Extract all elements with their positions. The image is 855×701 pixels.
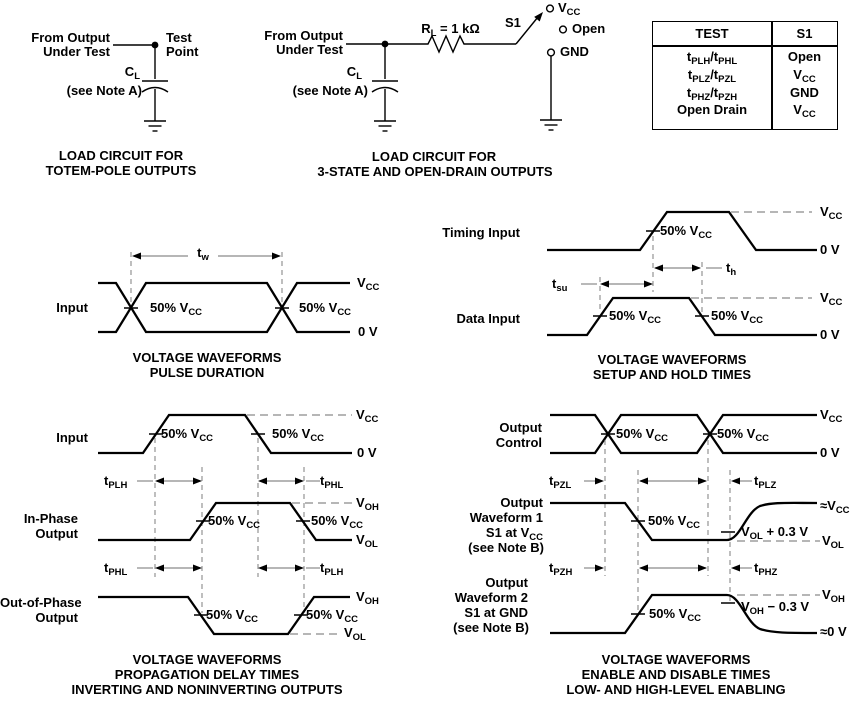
pulse-width-label: $t_w$	[197, 245, 209, 263]
enable-caption-line3: LOW- AND HIGH-LEVEL ENABLING	[566, 682, 786, 697]
outphase-voh-level: $V_{OH}$	[356, 589, 379, 607]
waveform1-label-line4: (see Note B)	[468, 540, 544, 555]
prop-caption-line1: VOLTAGE WAVEFORMS	[132, 652, 282, 667]
setup-hold-caption-line1: VOLTAGE WAVEFORMS	[597, 352, 747, 367]
timing-vcc-level: $V_{CC}$	[820, 204, 843, 222]
pulse-caption-line2: PULSE DURATION	[149, 365, 265, 380]
tpzl-label: $t_{PZL}$	[549, 473, 572, 491]
table-cell: $V_{CC}$	[793, 102, 816, 120]
switch-pos-open-label: Open	[572, 21, 606, 36]
out-of-phase-label-line1: Out-of-Phase	[0, 595, 82, 610]
waveform2-label-line1: Output	[485, 575, 528, 590]
tphz-label: $t_{PHZ}$	[754, 560, 778, 578]
switch-pos-open	[560, 26, 567, 33]
tplh-label-row1: $t_{PLH}$	[104, 473, 128, 491]
out-of-phase-label-line2: Output	[35, 610, 78, 625]
inphase-voh-level: $V_{OH}$	[356, 495, 379, 513]
waveform2-label-line4: (see Note B)	[453, 620, 529, 635]
ground-symbol	[144, 121, 166, 131]
pulse-vcc-level: $V_{CC}$	[357, 275, 380, 293]
pulse-caption-line1: VOLTAGE WAVEFORMS	[132, 350, 282, 365]
hold-time-label: $t_h$	[726, 260, 737, 278]
data-input-label: Data Input	[456, 311, 520, 326]
data-50pct-left: 50% $V_{CC}$	[609, 308, 662, 326]
switch-pos-vcc	[547, 5, 554, 12]
switch-label: S1	[505, 15, 521, 30]
threestate-caption-line1: LOAD CIRCUIT FOR	[371, 149, 497, 164]
prop-input-0v-level: 0 V	[357, 445, 377, 460]
outphase-50pct-left: 50% $V_{CC}$	[206, 607, 259, 625]
tplz-label: $t_{PLZ}$	[754, 473, 777, 491]
control-0v-level: 0 V	[820, 445, 840, 460]
threestate-from-label-line1: From Output	[264, 28, 343, 43]
outphase-vol-level: $V_{OL}$	[344, 625, 366, 643]
inphase-50pct-left: 50% $V_{CC}$	[208, 513, 261, 531]
pulse-0v-level: 0 V	[358, 324, 378, 339]
table-cell: GND	[790, 85, 819, 100]
table-cell: Open Drain	[676, 102, 748, 117]
control-50pct-left: 50% $V_{CC}$	[616, 426, 669, 444]
control-50pct-right: 50% $V_{CC}$	[717, 426, 770, 444]
control-vcc-level: $V_{CC}$	[820, 407, 843, 425]
table-cell: Open	[787, 49, 822, 64]
table-header-test: TEST	[695, 26, 729, 41]
outphase-50pct-right: 50% $V_{CC}$	[306, 607, 359, 625]
tplh-label-row2: $t_{PLH}$	[320, 560, 344, 578]
timing-input-label: Timing Input	[442, 225, 520, 240]
ground-symbol	[374, 121, 396, 131]
table-header-s1: S1	[796, 26, 813, 41]
table-cell: $t_{PLZ}/t_{PZL}$	[687, 67, 737, 85]
waveform1-vol-plus-ref: $V_{OL} + 0.3$ V	[741, 524, 809, 542]
table-cell: $t_{PHZ}/t_{PZH}$	[686, 85, 738, 103]
ground-symbol	[540, 120, 562, 130]
waveform1-label-line3: S1 at $V_{CC}$	[485, 525, 543, 543]
threestate-cap-note: (see Note A)	[292, 83, 368, 98]
prop-input-vcc-level: $V_{CC}$	[356, 407, 379, 425]
waveform2-voh-minus-ref: $V_{OH} - 0.3$ V	[741, 599, 810, 617]
totem-cap-note: (see Note A)	[66, 83, 142, 98]
prop-input-50pct-left: 50% $V_{CC}$	[161, 426, 214, 444]
table-cell: $V_{CC}$	[793, 67, 816, 85]
waveform2-voh-level: $V_{OH}$	[822, 587, 845, 605]
pulse-50pct-right: 50% $V_{CC}$	[299, 300, 352, 318]
test-point-label-line1: Test	[166, 30, 192, 45]
tpzh-label: $t_{PZH}$	[549, 560, 573, 578]
table-header-divider	[653, 45, 837, 47]
setup-hold-caption-line2: SETUP AND HOLD TIMES	[592, 367, 752, 382]
waveform1-approx-vcc-level: $\approx V_{CC}$	[820, 498, 850, 516]
waveform1-label-line1: Output	[500, 495, 543, 510]
prop-input-50pct-right: 50% $V_{CC}$	[272, 426, 325, 444]
output-control-label-line1: Output	[499, 420, 542, 435]
waveform1-50pct: 50% $V_{CC}$	[648, 513, 701, 531]
waveform2-label-line3: S1 at GND	[464, 605, 528, 620]
tphl-label-row2: $t_{PHL}$	[104, 560, 128, 578]
data-0v-level: 0 V	[820, 327, 840, 342]
pulse-duration-waveform	[98, 252, 350, 332]
totem-from-label-line2: Under Test	[43, 44, 110, 59]
prop-caption-line2: PROPAGATION DELAY TIMES	[114, 667, 300, 682]
threestate-from-label-line2: Under Test	[276, 42, 343, 57]
resistor-label: $R_L = 1$ kΩ	[421, 21, 480, 39]
in-phase-label-line1: In-Phase	[23, 511, 78, 526]
switch-pos-vcc-label: $V_{CC}$	[558, 0, 581, 18]
waveform1-vol-level: $V_{OL}$	[822, 533, 844, 551]
in-phase-label-line2: Output	[35, 526, 78, 541]
waveform2-50pct: 50% $V_{CC}$	[649, 606, 702, 624]
totem-from-label-line1: From Output	[31, 30, 110, 45]
prop-caption-line3: INVERTING AND NONINVERTING OUTPUTS	[71, 682, 343, 697]
prop-input-label: Input	[56, 430, 88, 445]
tphl-label-row1: $t_{PHL}$	[320, 473, 344, 491]
table-cell: $t_{PLH}/t_{PHL}$	[686, 49, 738, 67]
data-50pct-right: 50% $V_{CC}$	[711, 308, 764, 326]
threestate-cap-label: $C_L$	[346, 64, 362, 82]
data-vcc-level: $V_{CC}$	[820, 290, 843, 308]
enable-caption-line2: ENABLE AND DISABLE TIMES	[581, 667, 771, 682]
totem-caption-line1: LOAD CIRCUIT FOR	[58, 148, 184, 163]
test-point-label-line2: Point	[166, 44, 199, 59]
switch-pos-gnd-label: GND	[560, 44, 589, 59]
waveform1-label-line2: Waveform 1	[469, 510, 543, 525]
timing-50pct: 50% $V_{CC}$	[660, 223, 713, 241]
totem-caption-line2: TOTEM-POLE OUTPUTS	[45, 163, 197, 178]
enable-caption-line1: VOLTAGE WAVEFORMS	[601, 652, 751, 667]
waveform2-approx-0v-level: ≈0 V	[820, 624, 847, 639]
totem-cap-label: $C_L$	[124, 64, 140, 82]
setup-time-label: $t_{su}$	[552, 276, 568, 294]
pulse-input-label: Input	[56, 300, 88, 315]
switch-pos-gnd	[548, 49, 555, 56]
output-control-label-line2: Control	[495, 435, 542, 450]
timing-0v-level: 0 V	[820, 242, 840, 257]
pulse-50pct-left: 50% $V_{CC}$	[150, 300, 203, 318]
inphase-vol-level: $V_{OL}$	[356, 532, 378, 550]
waveform2-label-line2: Waveform 2	[454, 590, 528, 605]
inphase-50pct-right: 50% $V_{CC}$	[311, 513, 364, 531]
threestate-caption-line2: 3-STATE AND OPEN-DRAIN OUTPUTS	[317, 164, 553, 179]
